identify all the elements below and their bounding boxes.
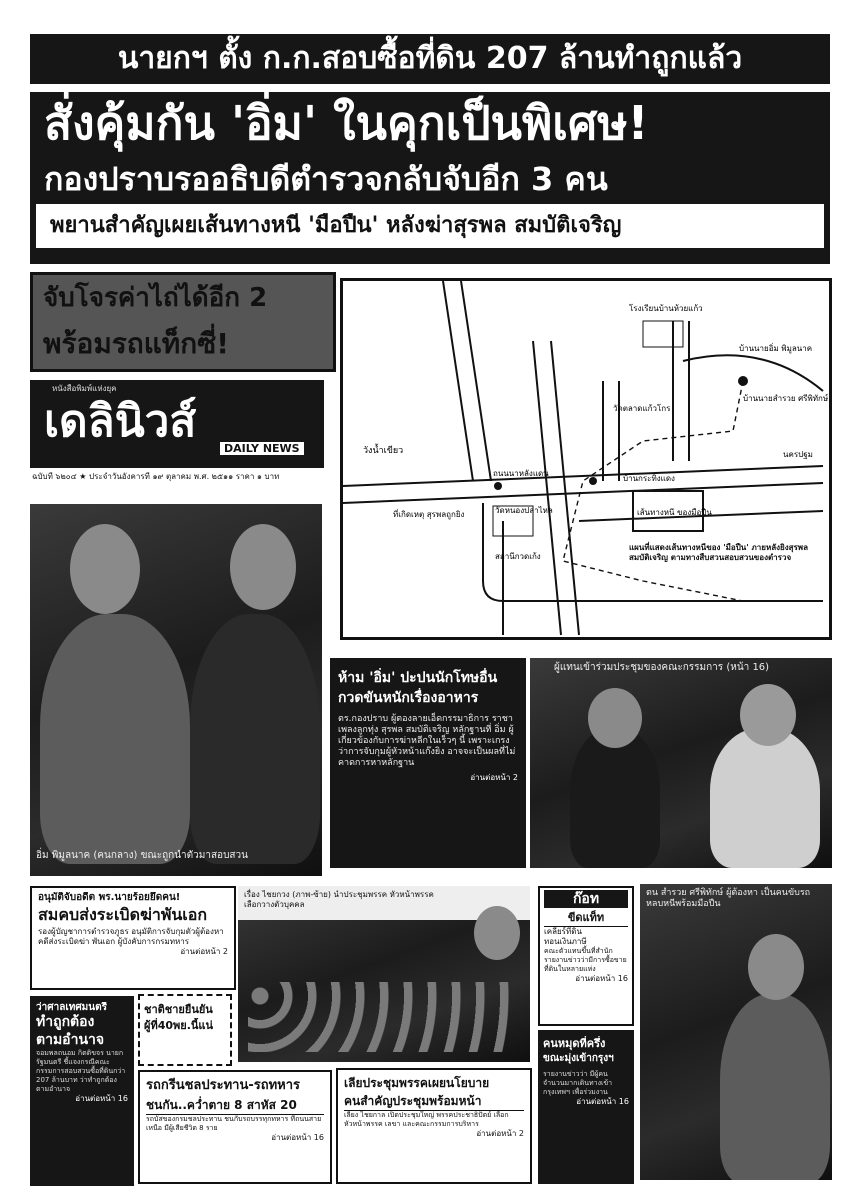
map-label-wang: วังน้ำเขียว — [363, 446, 404, 456]
bomb-plot-story[interactable] — [30, 886, 236, 990]
figure-driver — [720, 994, 830, 1180]
map-label-main-road: ถนนนาหลังแดน — [493, 469, 549, 478]
headline-line-1[interactable]: สั่งคุ้มกัน 'อิ่ม' ในคุกเป็นพิเศษ! — [44, 96, 649, 150]
officials-photo[interactable] — [530, 658, 832, 868]
masthead-info: ฉบับที่ ๖๒๐๔ ★ ประจำวันอังคารที่ ๑๙ ตุลาคม พ.ศ. ๒๕๑๑ ราคา ๑ บาท — [32, 472, 280, 481]
head-official-left — [588, 688, 642, 748]
driver-caption: ตน สำรวย ศรีพิทักษ์ ผู้ต้องหา เป็นคนขับรถ หลบหนีพร้อมมือปืน — [646, 888, 811, 909]
bomb-headline: สมคบส่งระเบิดฆ่าพันเอก — [38, 905, 208, 924]
bomb-title: อนุมัติจับอดีต พร.นายร้อยยึดคน! — [38, 892, 181, 903]
crowd-heads — [248, 982, 518, 1052]
party-headline: เลียประชุมพรรคเผยนโยบาย — [344, 1076, 490, 1090]
chatchai-line-1: ชาติชายยืนยัน — [144, 1003, 213, 1016]
issue-number: ฉบับที่ ๖๒๐๔ — [32, 472, 77, 481]
crowd-title-1: คนหมุดที่ครึ่ง — [543, 1037, 606, 1050]
map-label-temple-pho: วัดหนองปลาไหล — [495, 506, 553, 515]
taxi-headline-box[interactable] — [30, 272, 336, 372]
masthead-english: DAILY NEWS — [220, 442, 304, 455]
bus-continue[interactable]: อ่านต่อหน้า 16 — [271, 1133, 324, 1142]
map-drawing — [343, 281, 829, 637]
map-label-nakhon: นครปฐม — [783, 450, 813, 459]
im-title-2: กวดขันหนักเรื่องอาหาร — [338, 690, 479, 706]
bus-headline-2: ชนกัน..คว่ำตาย 8 สาหัส 20 — [146, 1098, 297, 1112]
land-purchase-story[interactable] — [30, 996, 134, 1186]
map-legend: แผนที่แสดงเส้นทางหนีของ 'มือปืน' ภายหลังยิงสุรพล สมบัติเจริญ ตามทางสืบสวนสอบสวนของตำรวจ — [629, 543, 808, 562]
land-title-1: ว่าศาลเทศมนตรี — [36, 1002, 107, 1013]
bomb-continue[interactable]: อ่านต่อหน้า 2 — [180, 947, 228, 956]
escape-route-map[interactable] — [340, 278, 832, 640]
gossip-body: คณะตัวแทนขึ้นที่สำนัก รายงานข่าวว่ามีการซื้อขายที่ดินในหลายแห่ง — [544, 947, 627, 973]
taxi-line-1: จับโจรค่าไถ่ได้อีก 2 — [43, 283, 268, 313]
top-banner: นายกฯ ตั้ง ก.ก.สอบซื้อที่ดิน 207 ล้านทำถูกแล้ว — [30, 34, 830, 84]
map-label-house-im: บ้านนายอิ่ม พิมูลนาค — [739, 344, 813, 353]
bomb-body: รองผู้บัญชาการตำรวจภูธร อนุมัติการจับกุมตัวผู้ต้องหาคดีส่งระเบิดฆ่า พันเอก ผู้บังคับการกรมทหาร — [38, 927, 224, 946]
party-continue[interactable]: อ่านต่อหน้า 2 — [476, 1129, 524, 1138]
party-body: เลียง ไชยกาล เปิดประชุมใหญ่ พรรคประชาธิปัตย์ เลือกหัวหน้าพรรค เลขา และคณะกรรมการบริหาร — [344, 1111, 509, 1128]
meeting-photo[interactable] — [238, 886, 530, 1062]
main-photo-caption: อิ่ม พิมูลนาค (คนกลาง) ขณะถูกนำตัวมาสอบสวน — [36, 850, 248, 861]
headline-line-3[interactable]: พยานสำคัญเผยเส้นทางหนี 'มือปืน' หลังฆ่าสุรพล สมบัติเจริญ — [36, 204, 824, 248]
figure-official-right — [710, 728, 820, 868]
meeting-caption: เรื่อง ไชยกวง (ภาพ-ซ้าย) นำประชุมพรรค หัวหน้าพรรค เลือกวางตัวบุคคล — [244, 890, 434, 909]
gossip-title-text: ก๊อท — [572, 891, 600, 907]
taxi-line-2: พร้อมรถแท็กซี่! — [43, 327, 229, 360]
main-photo[interactable] — [30, 504, 322, 876]
bus-body: รถบัสของกรมชลประทาน ชนกับรถบรรทุกทหาร ที่ถนนสายเหนือ มีผู้เสียชีวิต 8 ราย — [146, 1115, 322, 1132]
land-title-2: ทำถูกต้อง — [36, 1014, 95, 1030]
map-label-escape-box: เส้นทางหนี ของมือปืน — [637, 508, 712, 517]
gossip-box[interactable] — [538, 886, 634, 1026]
im-title-1: ห้าม 'อิ่ม' ปะปนนักโทษอื่น — [338, 670, 498, 686]
officials-caption: ผู้แทนเข้าร่วมประชุมของคณะกรรมการ (หน้า 16) — [554, 662, 770, 673]
map-label-school: โรงเรียนบ้านห้วยแก้ว — [629, 304, 703, 313]
gossip-item-1[interactable]: เคลียร์ที่ดิน — [544, 927, 582, 936]
head-driver — [748, 934, 804, 1000]
map-label-house-chan: บ้านนายสำรวย ศรีพิทักษ์ — [743, 394, 829, 403]
chatchai-line-2: ผู้ที่40พย.นี้แน่ — [144, 1019, 214, 1032]
im-story-box[interactable] — [330, 658, 526, 868]
suspect-driver-photo[interactable] — [640, 884, 832, 1180]
figure-official-left — [570, 728, 660, 868]
map-label-kamphaeng: บ้านกระทิงแดง — [623, 474, 675, 483]
headline-line-2[interactable]: กองปราบรออธิบดีตำรวจกลับจับอีก 3 คน — [44, 160, 608, 198]
head-suspect — [230, 524, 296, 610]
issue-price: ราคา ๑ บาท — [235, 472, 280, 481]
figure-suspect — [190, 614, 320, 864]
gossip-title — [544, 890, 628, 908]
crowd-title-2: ขณะมุ่งเข้ากรุงฯ — [543, 1053, 614, 1064]
main-headline — [30, 92, 830, 264]
gossip-subtitle: ขีดแท็ท — [544, 908, 628, 927]
map-label-crime-spot: ที่เกิดเหตุ สุรพลถูกยิง — [393, 510, 465, 519]
map-label-temple-ko: วัดตลาดแก้วโกร — [613, 404, 671, 413]
crowd-story[interactable] — [538, 1030, 634, 1184]
gossip-item-2[interactable]: ทอนเงินภาษี — [544, 937, 587, 946]
head-speaker — [474, 906, 520, 960]
crowd-body: รายงานข่าวว่า มีผู้คนจำนวนมากเดินทางเข้ากรุงเทพฯ เพื่อร่วมงาน — [543, 1070, 613, 1096]
gossip-continue[interactable]: อ่านต่อหน้า 16 — [575, 974, 628, 983]
party-headline-2: คนสำคัญประชุมพร้อมหน้า — [344, 1094, 482, 1108]
map-label-station: สถานีกวดเก้ง — [495, 552, 541, 561]
head-soldier — [70, 524, 140, 614]
head-official-right — [740, 684, 796, 746]
masthead-name[interactable]: เดลินิวส์ — [44, 396, 197, 447]
chatchai-box[interactable] — [138, 994, 232, 1066]
masthead-tagline: หนังสือพิมพ์แห่งยุค — [52, 384, 117, 393]
party-meeting-story[interactable] — [336, 1068, 532, 1184]
issue-date: ประจำวันอังคารที่ ๑๙ ตุลาคม พ.ศ. ๒๕๑๑ — [88, 472, 234, 481]
bus-headline: รถกรีนชลประทาน-รถทหาร — [146, 1078, 301, 1093]
masthead — [30, 380, 324, 468]
im-continue[interactable]: อ่านต่อหน้า 2 — [470, 773, 518, 782]
crowd-continue[interactable]: อ่านต่อหน้า 16 — [576, 1097, 629, 1106]
figure-soldier — [40, 614, 190, 864]
land-continue[interactable]: อ่านต่อหน้า 16 — [75, 1094, 128, 1103]
land-body: จอมพลถนอม กิตติขจร นายกรัฐมนตรี ชี้แจงกรณีคณะกรรมการสอบสวนซื้อที่ดินกว่า 207 ล้านบาท ว่าทำถูกต้องตามอำนาจ — [36, 1049, 126, 1093]
im-body: ตร.กองปราบ ผู้ตองลายเอ็ดกรรมาธิการ ราชาเพลงลูกทุ่ง สุรพล สมบัติเจริญ หลักฐานที่ อิ่ม ผู้เกี่ยวข้องกับการฆ่าหลีกในเร็วๆ นี้ เพราะเกรงว่าการจับกุมผู้หัวหน้าแก๊งยิง อาจจะเป็นผลที่ไม่คาดการหาหลักฐาน — [338, 714, 516, 768]
land-title-3: ตามอำนาจ — [36, 1032, 105, 1048]
bus-crash-story[interactable] — [138, 1070, 332, 1184]
